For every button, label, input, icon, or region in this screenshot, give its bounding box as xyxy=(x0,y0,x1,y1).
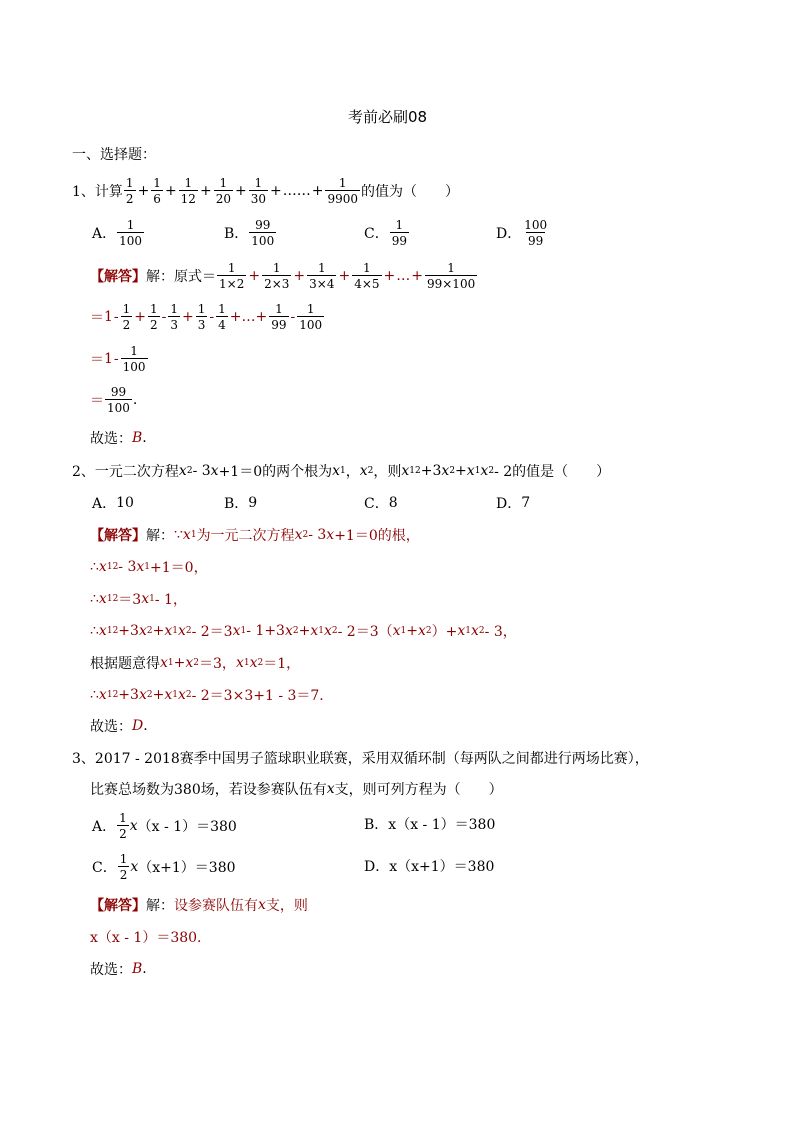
q1-frac-3: $\frac{1}{12}$ xyxy=(180,176,196,206)
q1-dots: …… xyxy=(282,183,311,199)
q2-solution-line-3: ∴ x 1 2 ＝3 x 1 - 1， xyxy=(90,591,187,608)
section-heading: 一、选择题： xyxy=(72,147,156,163)
q1-lead: 计算 xyxy=(94,184,123,200)
q1-question: 1、 计算 $\frac{1}{2}$ + $\frac{1}{6}$ + $\frac{1}{12}$ + $\frac{1}{20}$ + $\frac{1}{30}$ + …… + $\frac{1}{9900}$ 的值为（ ） xyxy=(72,176,459,206)
q3-solution-line-1: 【解答】 解： 设参赛队伍有 x 支，则 xyxy=(90,897,308,914)
q3-solution-line-2: x（x - 1）＝380. xyxy=(90,930,202,946)
q1-frac-1: $\frac{1}{2}$ xyxy=(125,176,134,206)
q3-option-b: B． x（x - 1）＝380 xyxy=(364,817,496,833)
q1-frac-5: $\frac{1}{30}$ xyxy=(250,176,266,206)
q1-option-a: A． $\frac{1}{100}$ xyxy=(92,218,143,248)
q1-solution-line-3: ＝ 1 - $\frac{1}{100}$ xyxy=(90,344,146,374)
q1-solution-line-1: 【解答】 解： 原式＝ $\frac{1}{1\times 2}$ + $\frac{1}{2\times 3}$ + $\frac{1}{3\times 4}$ + $\frac{1}{4\times 5}$ + … + $\frac{1}{99\times 100}$ xyxy=(90,261,476,291)
q1-frac-2: $\frac{1}{6}$ xyxy=(153,176,161,206)
q1-frac-4: $\frac{1}{20}$ xyxy=(215,176,231,206)
q1-option-c: C． $\frac{1}{99}$ xyxy=(364,218,407,248)
q1-solution-line-4: ＝ $\frac{99}{100}$ . xyxy=(90,385,138,415)
q3-option-c: C． $\frac{1}{2}$ x （x+1）＝380 xyxy=(92,852,236,882)
q2-option-a: A． 10 xyxy=(92,495,134,512)
q2-solution-line-5: 根据题意得 x 1 + x 2 ＝3， x 1 x 2 ＝1， xyxy=(90,655,301,672)
q2-solution-line-4: ∴ x 1 2 +3 x 2 + x 1 x 2 - 2＝3 x 1 - 1+3 x 2 + x 1 x 2 - 2＝3（ x 1 + x 2 ）+ x 1 x 2 - 3， xyxy=(90,623,517,640)
q2-solution-line-6: ∴ x 1 2 +3 x 2 + x 1 x 2 - 2＝3×3+1 - 3＝7. xyxy=(90,687,324,704)
q2-option-d: D． 7 xyxy=(496,495,531,512)
q2-solution-line-2: ∴ x 1 2 - 3 x 1 +1＝0， xyxy=(90,559,208,576)
q3-question-line-1: 3、 2017 - 2018赛季中国男子篮球职业联赛，采用双循环制（每两队之间都进行两场比赛）， xyxy=(72,751,649,767)
q3-choose: 故选： B . xyxy=(90,961,147,978)
q3-option-a: A． $\frac{1}{2}$ x （x - 1）＝380 xyxy=(92,811,237,841)
q1-number: 1、 xyxy=(72,184,95,200)
q2-option-b: B． 9 xyxy=(224,495,258,512)
q1-solution-line-2: ＝ 1 - $\frac{1}{2}$ + $\frac{1}{2}$ - $\frac{1}{3}$ + $\frac{1}{3}$ - $\frac{1}{4}$ +…+ $\frac{1}{99}$ - $\frac{1}{100}$ xyxy=(90,302,323,332)
q2-solution-line-1: 【解答】 解： ∵ x 1 为一元二次方程 x 2 - 3 x +1＝0的根， xyxy=(90,527,420,544)
q1-choose: 故选： B . xyxy=(90,430,147,447)
q2-choose: 故选： D . xyxy=(90,718,148,735)
q1-option-b: B． $\frac{99}{100}$ xyxy=(224,218,275,248)
answer-tag: 【解答】 xyxy=(90,269,146,285)
q1-tail: 的值为（ ） xyxy=(361,184,459,200)
q3-question-line-2: 比赛总场数为380场，若设参赛队伍有 x 支，则可列方程为（ ） xyxy=(90,781,503,798)
solution-prefix: 解： xyxy=(146,269,174,285)
page-title: 考前必刷08 xyxy=(348,108,428,126)
q2-question: 2、 一元二次方程 x 2 - 3 x +1＝0的两个根为 x 1 ， x 2 ，则 x 1 2 +3 x 2 + x 1 x 2 - 2的值是（ ） xyxy=(72,463,611,480)
q1-frac-last: $\frac{1}{9900}$ xyxy=(327,176,358,206)
q2-option-c: C． 8 xyxy=(364,495,398,512)
q1-option-d: D． $\frac{100}{99}$ xyxy=(496,218,548,248)
q3-option-d: D． x（x+1）＝380 xyxy=(364,859,495,875)
